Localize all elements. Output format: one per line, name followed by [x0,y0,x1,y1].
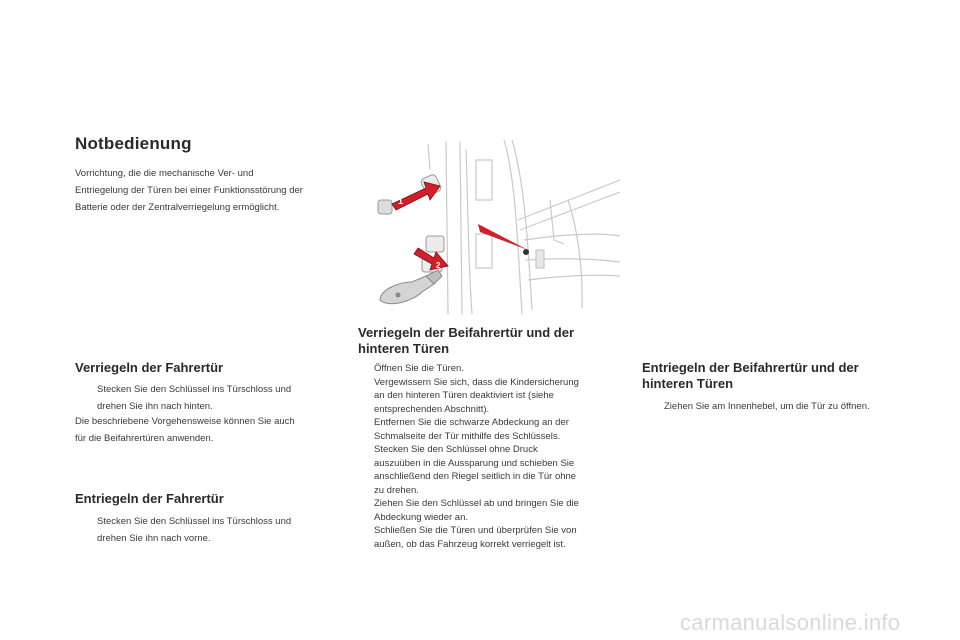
key-icon [380,270,442,304]
intro-line: Vorrichtung, die die mechanische Ver- und [75,168,254,179]
list-item-line: Vergewissern Sie sich, dass die Kindersicherung [374,376,579,388]
list-item [75,381,355,415]
watermark-footer: carmanualsonline.info [680,610,901,635]
list-item-line: drehen Sie ihn nach vorne. [97,533,211,544]
list-item [358,497,628,524]
list-item-line: Stecken Sie den Schlüssel ohne Druck [374,444,538,455]
list-item-line: entsprechenden Abschnitt). [374,403,490,415]
list-item-line: außen, ob das Fahrzeug korrekt verriegelt ist. [374,538,566,550]
heading-unlock-driver: Entriegeln der Fahrertür [75,491,224,506]
page-title: Notbedienung [75,134,192,153]
car-door-frame [428,140,620,314]
callout-2: 2 [436,261,441,270]
list-item [358,524,628,551]
list-item-line: Ziehen Sie am Innenhebel, um die Tür zu öffnen. [664,401,870,412]
door-lock-dot [523,249,529,255]
list-item-line: drehen Sie ihn nach hinten. [97,401,213,412]
list-unlock-driver [75,513,355,547]
list-item-line: Abdeckung wieder an. [374,511,469,523]
heading-line: Entriegeln der Beifahrertür und der [642,360,859,375]
list-item [75,513,355,547]
heading-lock-passenger [358,325,574,357]
heading-lock-driver: Verriegeln der Fahrertür [75,360,224,375]
callout-1: 1 [398,196,404,206]
list-unlock-passenger [642,398,932,415]
note-line: Die beschriebene Vorgehensweise können Sie auch [75,416,295,427]
intro-line: Batterie oder der Zentralverriegelung ermöglicht. [75,202,280,213]
arrow-1-icon [392,182,440,210]
list-item-line: auszuüben in die Aussparung und schieben Sie [374,457,575,469]
heading-line: Verriegeln der Beifahrertür und der [358,325,575,340]
list-item-line: Schmalseite der Tür mithilfe des Schlüssels. [374,430,561,442]
list-item-line: Stecken Sie den Schlüssel ins Türschloss und [97,516,292,527]
list-item [358,376,628,417]
list-item-line: zu drehen. [374,484,419,496]
list-lock-passenger [358,362,628,551]
heading-unlock-passenger [642,360,859,392]
list-item-line: Öffnen Sie die Türen. [374,363,464,374]
heading-line: hinteren Türen [358,341,450,356]
list-item-line: Entfernen Sie die schwarze Abdeckung an der [374,417,569,428]
intro-line: Entriegelung der Türen bei einer Funktionsstörung der [75,185,303,196]
list-item-line: Schließen Sie die Türen und überprüfen Sie von [374,525,577,536]
door-lock-illustration [368,140,620,314]
note-line: für die Beifahrertüren anwenden. [75,433,214,444]
list-item [358,416,628,443]
list-item-line: anschließend den Riegel seitlich in die Tür ohne [374,471,577,482]
list-item-line: Stecken Sie den Schlüssel ins Türschloss und [97,384,292,395]
list-item [358,362,628,376]
list-item-line: Ziehen Sie den Schlüssel ab und bringen Sie die [374,498,579,509]
list-lock-driver [75,381,355,415]
note-lock-driver [75,413,355,447]
door-lock-pointer [478,224,528,250]
intro-text [75,165,355,216]
heading-line: hinteren Türen [642,376,734,391]
list-item [358,443,628,497]
list-item-line: an den hinteren Türen deaktiviert ist (siehe [374,390,554,401]
list-item [642,398,932,415]
